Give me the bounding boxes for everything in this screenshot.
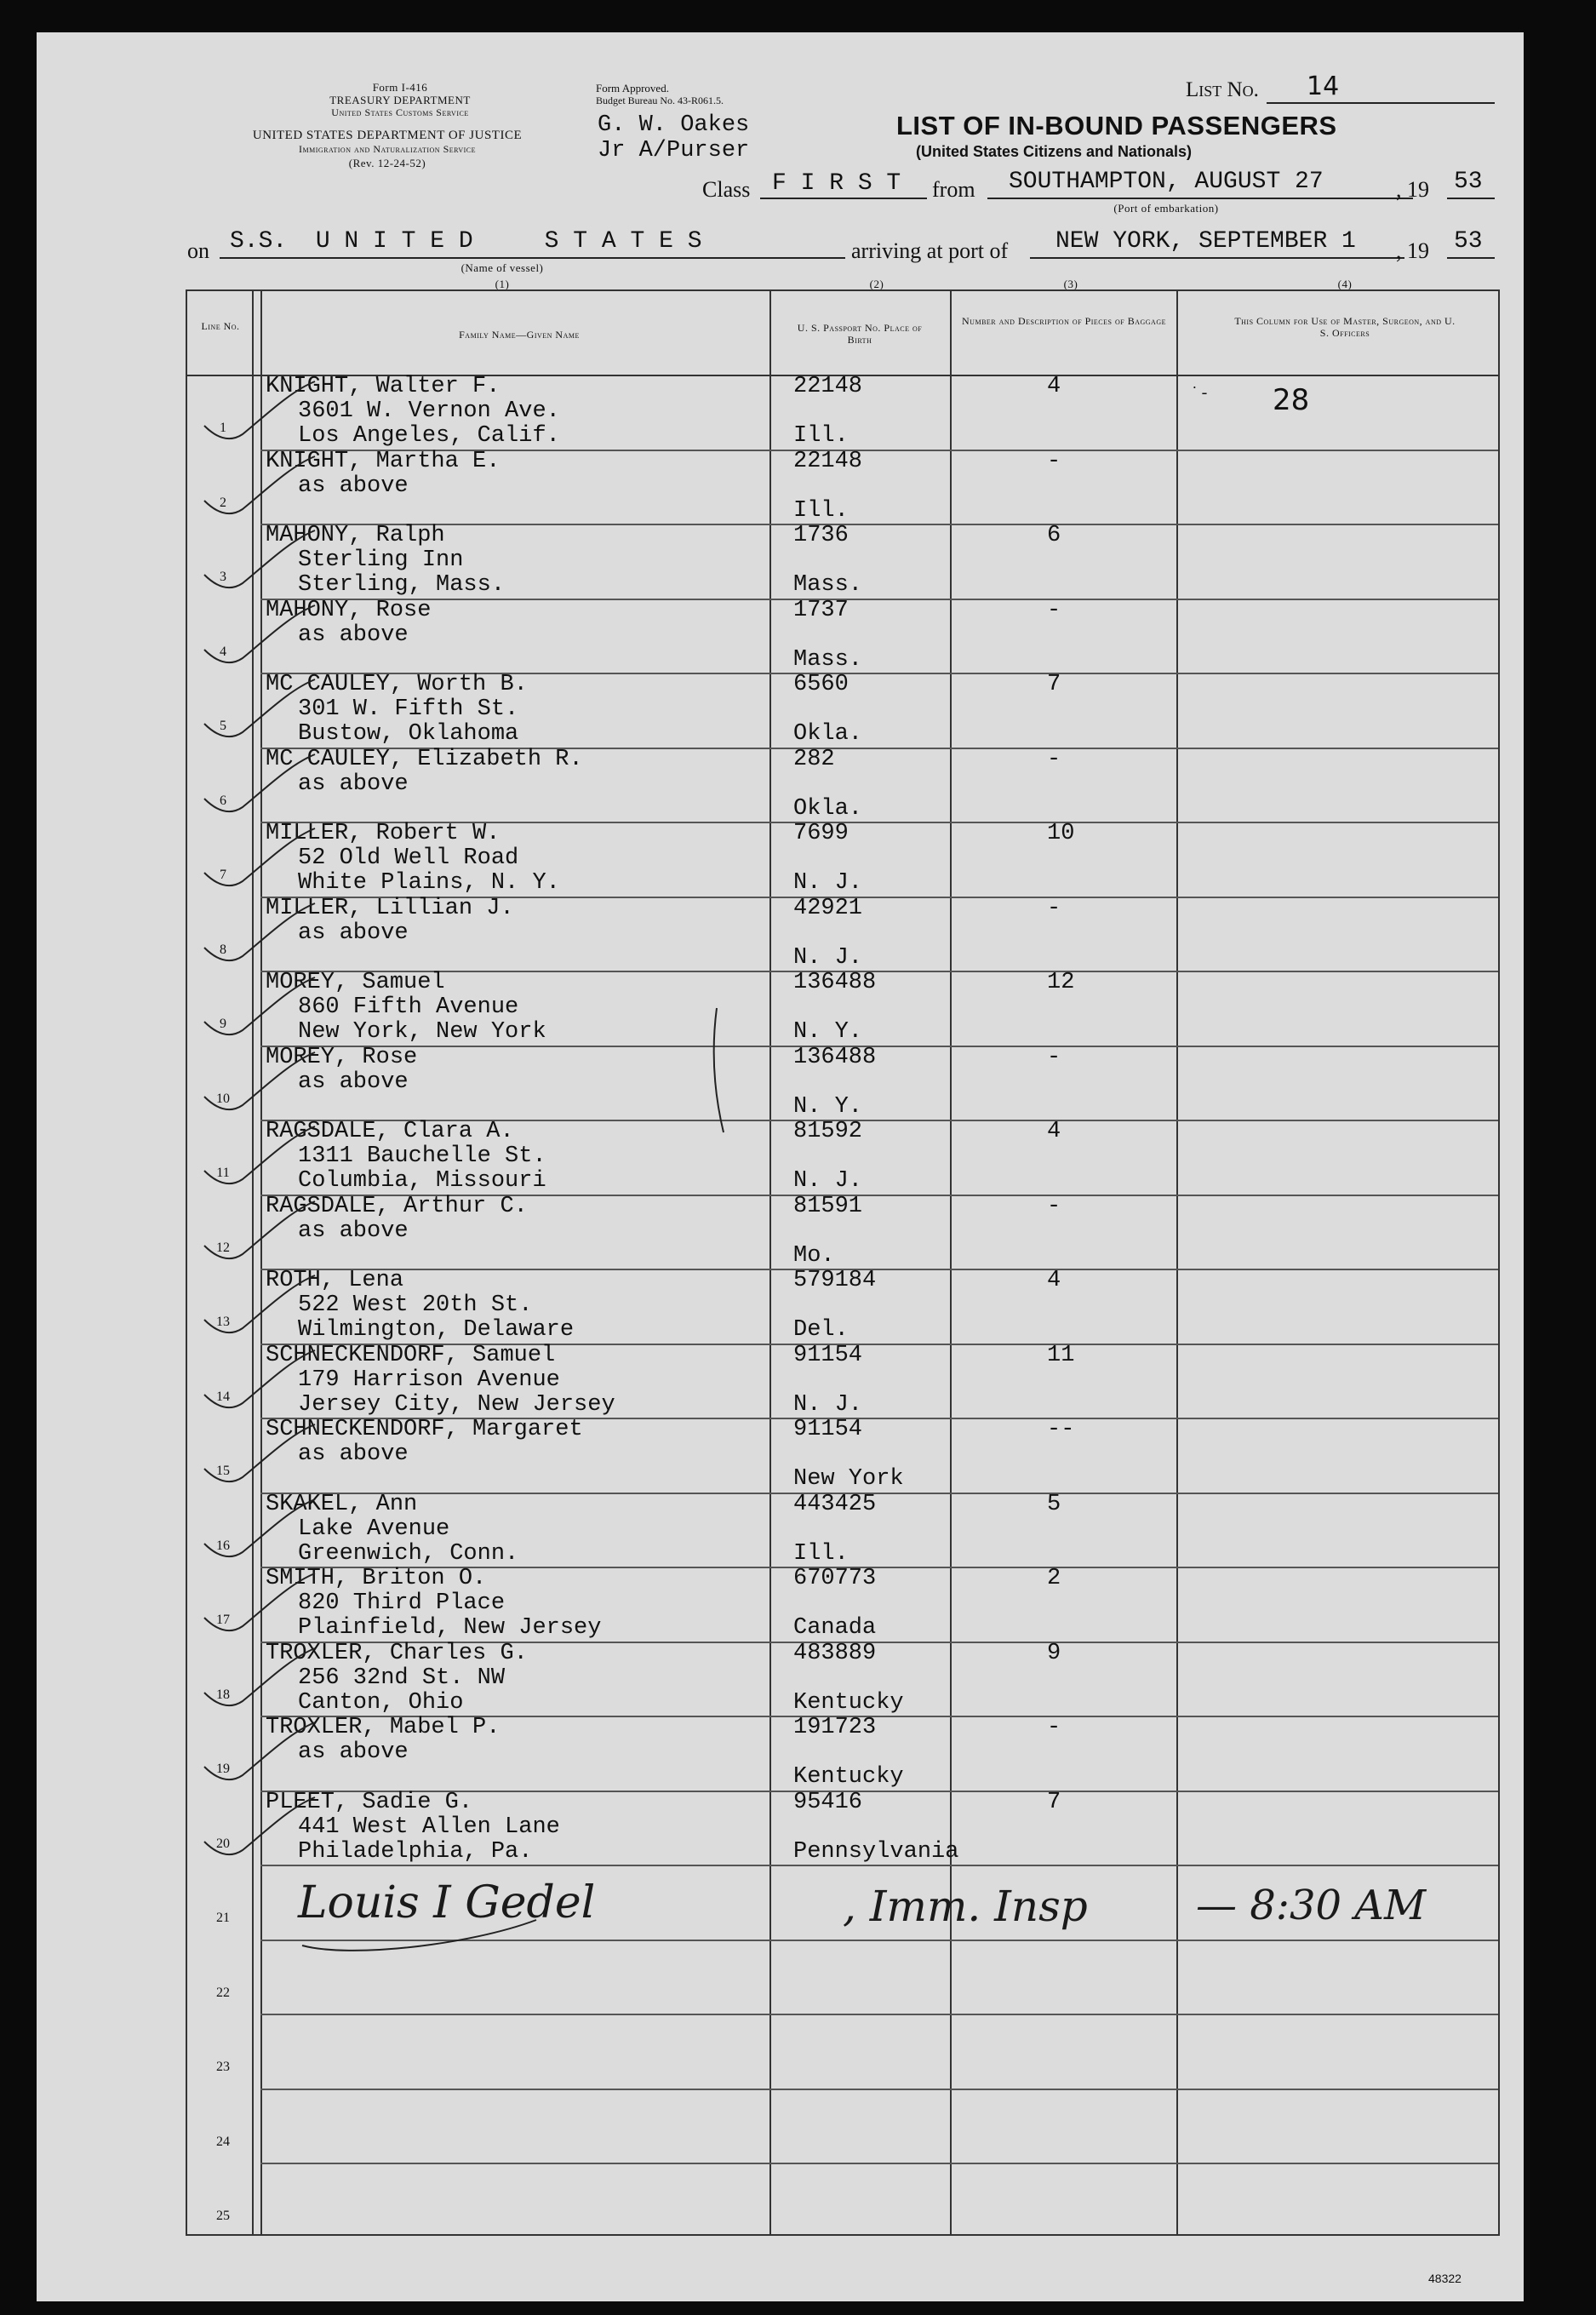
passenger-name: KNIGHT, Martha E. [266, 448, 501, 474]
line-number: 3 [220, 570, 226, 584]
baggage-count: 9 [1047, 1640, 1061, 1666]
arriving-label: arriving at port of [851, 238, 1009, 263]
vessel-name: S.S. U N I T E D S T A T E S [230, 228, 702, 255]
line-number: 23 [216, 2060, 230, 2074]
line-number: 5 [220, 719, 226, 733]
passport-number: 670773 [793, 1566, 877, 1591]
passport-number: 191723 [793, 1715, 877, 1740]
row-divider [260, 1865, 1498, 1866]
baggage-count: - [1047, 1193, 1061, 1219]
handwritten-stroke [706, 1005, 732, 1141]
passenger-name: MAHONY, Ralph [266, 523, 445, 548]
passenger-name: PLEET, Sadie G. [266, 1789, 473, 1815]
baggage-count: 4 [1047, 1268, 1061, 1293]
place-of-birth: Pennsylvania [793, 1838, 959, 1865]
passport-number: 81591 [793, 1193, 863, 1219]
passenger-address-2: Jersey City, New Jersey [298, 1391, 615, 1418]
line-number: 25 [216, 2209, 230, 2223]
officer-mark: ˙ - [1192, 383, 1208, 402]
treasury-dept: TREASURY DEPARTMENT [329, 94, 471, 106]
revision: (Rev. 12-24-52) [348, 157, 426, 169]
place-of-birth: Ill. [793, 423, 849, 449]
passenger-address-1: Lake Avenue [298, 1516, 450, 1542]
check-mark [196, 1791, 323, 1867]
passport-number: 443425 [793, 1491, 877, 1517]
passenger-address-1: as above [298, 473, 409, 499]
baggage-count: 7 [1047, 1789, 1061, 1815]
row-divider [260, 2014, 1498, 2015]
baggage-count: 11 [1047, 1342, 1075, 1368]
passenger-address-1: 860 Fifth Avenue [298, 994, 519, 1020]
year-1: 53 [1454, 169, 1483, 195]
passenger-name: SKAKEL, Ann [266, 1491, 418, 1517]
passport-number: 1736 [793, 523, 849, 548]
baggage-count: 5 [1047, 1491, 1061, 1517]
passenger-name: MC CAULEY, Elizabeth R. [266, 746, 583, 772]
passenger-name: RAGSDALE, Arthur C. [266, 1193, 528, 1219]
passenger-address-1: 1311 Bauchelle St. [298, 1143, 546, 1169]
passenger-address-2: White Plains, N. Y. [298, 870, 560, 896]
line-number: 6 [220, 793, 226, 808]
form-number: Form I-416 [372, 81, 428, 94]
passport-number: 95416 [793, 1789, 863, 1815]
line-number: 21 [216, 1911, 230, 1925]
check-mark [196, 673, 323, 749]
col-header-name: Family Name—Given Name [459, 329, 580, 341]
passenger-address-2: Greenwich, Conn. [298, 1540, 519, 1567]
baggage-count: 7 [1047, 672, 1061, 697]
line-number: 4 [220, 644, 226, 659]
year-prefix-2: , 19 [1396, 238, 1429, 263]
place-of-birth: Ill. [793, 1540, 849, 1567]
document-title: LIST OF IN-BOUND PASSENGERS [896, 111, 1337, 140]
place-of-birth: N. J. [793, 870, 863, 896]
col-1-number: (1) [495, 278, 510, 290]
check-mark [196, 1344, 323, 1420]
justice-dept: UNITED STATES DEPARTMENT OF JUSTICE [252, 129, 523, 142]
check-mark [196, 822, 323, 898]
baggage-count: 6 [1047, 523, 1061, 548]
passenger-address-2: Canton, Ohio [298, 1689, 464, 1716]
check-mark [196, 1642, 323, 1718]
col-header-officers: This Column for Use of Master, Surgeon, and U. S. Officers [1234, 315, 1456, 339]
baggage-count: - [1047, 746, 1061, 772]
baggage-count: 4 [1047, 1119, 1061, 1144]
passport-number: 22148 [793, 374, 863, 399]
line-number: 17 [216, 1613, 230, 1627]
passenger-address-2: Bustow, Oklahoma [298, 721, 519, 747]
year-2: 53 [1454, 228, 1483, 255]
passport-number: 91154 [793, 1342, 863, 1368]
passenger-address-2: Wilmington, Delaware [298, 1317, 575, 1343]
passenger-name: SCHNECKENDORF, Margaret [266, 1417, 583, 1442]
from-label: from [932, 177, 975, 202]
check-mark [196, 1418, 323, 1494]
purser-title: Jr A/Purser [598, 138, 750, 163]
line-number: 2 [220, 495, 226, 510]
place-of-birth: N. J. [793, 1391, 863, 1418]
row-divider [260, 1046, 1498, 1047]
line-number: 22 [216, 1985, 230, 2000]
signature-name: Louis I Gedel [298, 1877, 596, 1928]
check-mark [196, 1269, 323, 1345]
passenger-address-1: 441 West Allen Lane [298, 1814, 560, 1840]
passenger-name: MILLER, Lillian J. [266, 895, 514, 921]
check-mark [196, 1493, 323, 1569]
baggage-count: 12 [1047, 970, 1075, 995]
passport-number: 1737 [793, 597, 849, 623]
passenger-name: MC CAULEY, Worth B. [266, 672, 528, 697]
line-number: 16 [216, 1538, 230, 1553]
place-of-birth: Kentucky [793, 1764, 904, 1790]
baggage-count: - [1047, 597, 1061, 623]
col-header-baggage: Number and Description of Pieces of Baggage [962, 315, 1166, 327]
col-2-number: (2) [869, 278, 884, 290]
place-of-birth: Mass. [793, 572, 863, 598]
footer-code: 48322 [1428, 2272, 1462, 2285]
arrival-port: NEW YORK, SEPTEMBER 1 [1055, 228, 1356, 255]
check-mark [196, 1567, 323, 1643]
list-no-value: 14 [1307, 72, 1340, 101]
passenger-address-2: Plainfield, New Jersey [298, 1615, 602, 1641]
passenger-address-1: 820 Third Place [298, 1590, 506, 1616]
row-divider [260, 2089, 1498, 2090]
row-divider [260, 2163, 1498, 2164]
row-divider [260, 971, 1498, 972]
passport-number: 136488 [793, 1044, 877, 1070]
place-of-birth: Okla. [793, 795, 863, 822]
baggage-count: - [1047, 1715, 1061, 1740]
col-4-number: (4) [1337, 278, 1353, 290]
passenger-address-1: as above [298, 771, 409, 797]
signature-title: , Imm. Insp [843, 1882, 1088, 1931]
passenger-name: KNIGHT, Walter F. [266, 374, 501, 399]
check-mark [196, 748, 323, 824]
passenger-name: SMITH, Briton O. [266, 1566, 487, 1591]
check-mark [196, 450, 323, 526]
place-of-birth: Mo. [793, 1242, 835, 1269]
row-divider [260, 1269, 1498, 1270]
customs-service: United States Customs Service [331, 106, 469, 118]
passport-number: 6560 [793, 672, 849, 697]
passenger-address-1: as above [298, 1739, 409, 1765]
passenger-name: RAGSDALE, Clara A. [266, 1119, 514, 1144]
embarkation-port: SOUTHAMPTON, AUGUST 27 [1009, 169, 1324, 195]
passenger-name: TROXLER, Mabel P. [266, 1715, 501, 1740]
baggage-count: - [1047, 1044, 1061, 1070]
passenger-address-1: as above [298, 920, 409, 946]
passport-number: 136488 [793, 970, 877, 995]
place-of-birth: Del. [793, 1317, 849, 1343]
check-mark [196, 897, 323, 973]
line-number: 18 [216, 1687, 230, 1702]
passenger-name: TROXLER, Charles G. [266, 1640, 528, 1666]
place-of-birth: N. J. [793, 944, 863, 971]
class-value: F I R S T [772, 170, 901, 197]
purser-name: G. W. Oakes [598, 112, 750, 138]
passenger-address-1: 256 32nd St. NW [298, 1665, 506, 1691]
line-number: 14 [216, 1389, 230, 1404]
line-number: 20 [216, 1836, 230, 1851]
officer-note: 28 [1273, 383, 1310, 417]
check-mark [196, 1120, 323, 1196]
check-mark [196, 524, 323, 600]
place-of-birth: N. Y. [793, 1019, 863, 1045]
line-number: 1 [220, 421, 226, 435]
passenger-address-1: as above [298, 1218, 409, 1244]
check-mark [196, 1716, 323, 1792]
place-of-birth: N. J. [793, 1168, 863, 1194]
baggage-count: 10 [1047, 821, 1075, 846]
line-number: 10 [216, 1091, 230, 1106]
check-mark [196, 1195, 323, 1271]
place-of-birth: Okla. [793, 721, 863, 747]
passenger-address-2: Columbia, Missouri [298, 1168, 546, 1194]
row-divider [260, 599, 1498, 600]
col-header-passport: U. S. Passport No. Place of Birth [797, 322, 923, 346]
passenger-address-1: as above [298, 622, 409, 648]
line-number: 24 [216, 2134, 230, 2149]
place-of-birth: Mass. [793, 646, 863, 673]
list-no-label: List No. [1186, 78, 1259, 101]
place-of-birth: Ill. [793, 497, 849, 524]
document-subtitle: (United States Citizens and Nationals) [916, 143, 1193, 160]
line-number: 13 [216, 1315, 230, 1329]
check-mark [196, 599, 323, 675]
passport-number: 579184 [793, 1268, 877, 1293]
passport-number: 91154 [793, 1417, 863, 1442]
line-number: 8 [220, 942, 226, 957]
passenger-address-1: 301 W. Fifth St. [298, 696, 519, 722]
passenger-address-2: Philadelphia, Pa. [298, 1838, 533, 1865]
baggage-count: - [1047, 448, 1061, 474]
place-of-birth: Kentucky [793, 1689, 904, 1716]
budget-bureau: Budget Bureau No. 43-R061.5. [596, 95, 724, 106]
row-divider [260, 1493, 1498, 1494]
line-number: 19 [216, 1762, 230, 1776]
place-of-birth: N. Y. [793, 1093, 863, 1120]
passenger-name: MOREY, Samuel [266, 970, 445, 995]
passenger-address-2: Sterling, Mass. [298, 572, 506, 598]
passenger-address-2: New York, New York [298, 1019, 546, 1045]
passenger-name: MAHONY, Rose [266, 597, 432, 623]
year-prefix-1: , 19 [1396, 177, 1429, 202]
baggage-count: 2 [1047, 1566, 1061, 1591]
passenger-address-1: Sterling Inn [298, 547, 464, 573]
place-of-birth: Canada [793, 1615, 877, 1641]
passenger-address-2: Los Angeles, Calif. [298, 423, 560, 449]
passenger-address-1: 179 Harrison Avenue [298, 1367, 560, 1393]
passport-number: 282 [793, 746, 835, 772]
passenger-name: MILLER, Robert W. [266, 821, 501, 846]
ins-service: Immigration and Naturalization Service [298, 143, 476, 155]
baggage-count: -- [1047, 1417, 1075, 1442]
line-number: 12 [216, 1240, 230, 1255]
class-label: Class [702, 177, 751, 202]
passenger-name: SCHNECKENDORF, Samuel [266, 1342, 556, 1368]
passport-number: 7699 [793, 821, 849, 846]
signature-time: — 8:30 AM [1196, 1882, 1427, 1929]
passenger-address-1: 52 Old Well Road [298, 845, 519, 871]
check-mark [196, 375, 323, 451]
row-divider [260, 524, 1498, 525]
place-of-birth: New York [793, 1466, 904, 1492]
signature-flourish [298, 1911, 553, 1963]
check-mark [196, 1046, 323, 1122]
passport-number: 81592 [793, 1119, 863, 1144]
passenger-name: MOREY, Rose [266, 1044, 418, 1070]
col-3-number: (3) [1063, 278, 1078, 290]
passport-number: 42921 [793, 895, 863, 921]
line-number: 9 [220, 1017, 226, 1031]
form-approved: Form Approved. [596, 82, 669, 95]
vessel-caption: (Name of vessel) [460, 261, 544, 274]
passport-number: 483889 [793, 1640, 877, 1666]
col-header-line: Line No. [201, 320, 240, 332]
baggage-count: - [1047, 895, 1061, 921]
check-mark [196, 971, 323, 1047]
line-number: 15 [216, 1464, 230, 1478]
passenger-address-1: as above [298, 1069, 409, 1095]
line-number: 11 [216, 1166, 230, 1180]
baggage-count: 4 [1047, 374, 1061, 399]
on-label: on [187, 238, 209, 263]
passenger-address-1: as above [298, 1441, 409, 1467]
passport-number: 22148 [793, 448, 863, 474]
passenger-name: ROTH, Lena [266, 1268, 404, 1293]
line-number: 7 [220, 868, 226, 882]
embarkation-caption: (Port of embarkation) [1113, 202, 1219, 215]
passenger-address-1: 522 West 20th St. [298, 1292, 533, 1318]
passenger-address-1: 3601 W. Vernon Ave. [298, 398, 560, 424]
